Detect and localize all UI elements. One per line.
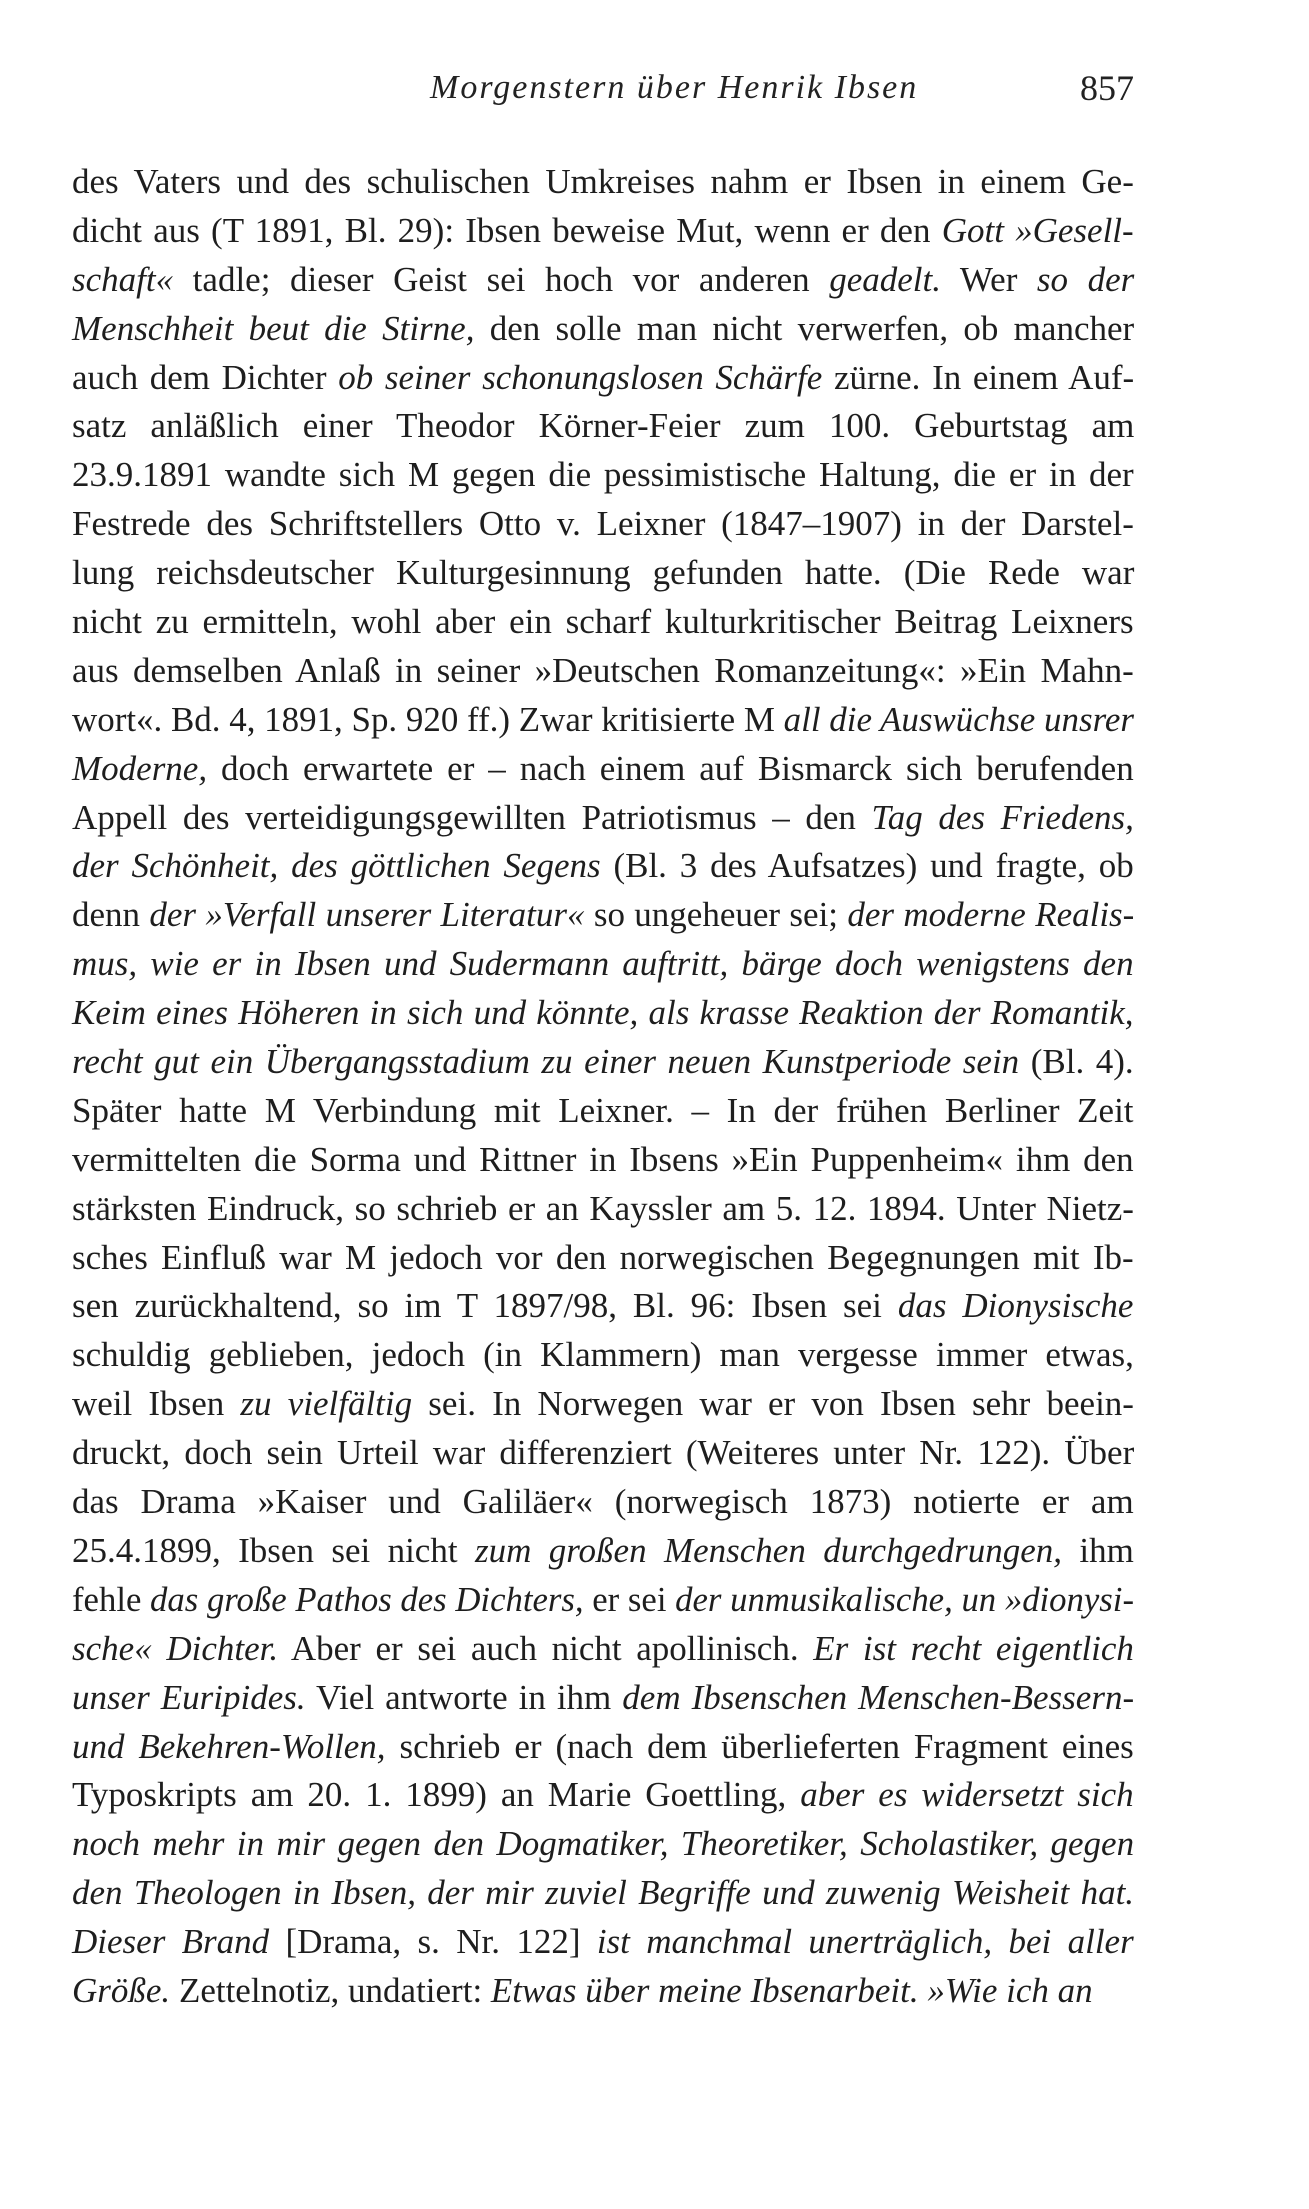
text-line [72, 305, 1134, 354]
roman-text: ihm [1062, 1530, 1134, 1570]
text-line [72, 842, 1134, 891]
roman-text: den solle man nicht verwerfen, ob mancher [474, 308, 1135, 348]
italic-text: recht gut ein Übergangsstadium zu einer neuen Kunstperiode sein [72, 1042, 1020, 1082]
roman-text: tadle; dieser Geist sei hoch vor anderen [173, 259, 830, 299]
text-line [72, 598, 1134, 647]
text-line [72, 354, 1134, 403]
roman-text: Typoskripts am 20. 1. 1899) an Marie Goettling, [72, 1775, 801, 1815]
roman-text: 25.4.1899, Ibsen sei nicht [72, 1530, 475, 1570]
text-line [72, 1820, 1134, 1869]
roman-text: schuldig geblieben, jedoch (in Klammern) man vergesse immer etwas, [72, 1335, 1134, 1375]
roman-text: Wer [940, 259, 1037, 299]
text-line [72, 1478, 1134, 1527]
text-line [72, 940, 1134, 989]
roman-text: stärksten Eindruck, so schrieb er an Kayssler am 5. 12. 1894. Unter Nietz- [72, 1188, 1134, 1228]
italic-text: Menschheit beut die Stirne, [72, 308, 475, 348]
text-line [72, 745, 1134, 794]
italic-text: dem Ibsenschen Menschen-Bessern- [622, 1677, 1135, 1717]
text-line [72, 1576, 1134, 1625]
roman-text: 23.9.1891 wandte sich M gegen die pessimistische Haltung, die er in der [72, 455, 1134, 495]
italic-text: der »Verfall unserer Literatur« [149, 895, 585, 935]
italic-text: ist manchmal unerträglich, bei aller [596, 1922, 1134, 1962]
text-line [72, 500, 1134, 549]
roman-text: lung reichsdeutscher Kulturgesinnung gefunden hatte. (Die Rede war [72, 553, 1135, 593]
roman-text: Festrede des Schriftstellers Otto v. Leixner (1847–1907) in der Darstel- [72, 504, 1134, 544]
italic-text: Er ist recht eigentlich [813, 1628, 1134, 1668]
text-line [72, 158, 1134, 207]
roman-text: vermittelten die Sorma und Rittner in Ibsens »Ein Puppenheim« ihm den [72, 1139, 1134, 1179]
roman-text: [Drama, s. Nr. 122] [269, 1922, 597, 1962]
text-line [72, 1771, 1134, 1820]
text-line [72, 696, 1134, 745]
italic-text: Keim eines Höheren in sich und könnte, als krasse Reaktion der Romantik, [72, 993, 1134, 1033]
text-line [72, 1723, 1134, 1772]
roman-text: wort«. Bd. 4, 1891, Sp. 920 ff.) Zwar kritisierte M [72, 699, 784, 739]
text-line [72, 1234, 1134, 1283]
roman-text: (Bl. 3 des Aufsatzes) und fragte, ob [600, 846, 1134, 886]
italic-text: zum großen Menschen durchgedrungen, [474, 1530, 1063, 1570]
italic-text: ob seiner schonungslosen Schärfe [338, 357, 823, 397]
roman-text: Später hatte M Verbindung mit Leixner. – In der frühen Berliner Zeit [72, 1090, 1134, 1130]
italic-text: mus, wie er in Ibsen und Sudermann auftritt, bärge doch wenigstens den [72, 944, 1134, 984]
body-text [72, 158, 1134, 2016]
italic-text: das Dionysische [897, 1286, 1134, 1326]
roman-text: druckt, doch sein Urteil war differenziert (Weiteres unter Nr. 122). Über [72, 1433, 1135, 1473]
roman-text: Viel antworte in ihm [305, 1677, 623, 1717]
italic-text: Moderne, [72, 748, 208, 788]
italic-text: noch mehr in mir gegen den Dogmatiker, Theoretiker, Scholastiker, gegen [72, 1824, 1135, 1864]
roman-text: so ungeheuer sei; [584, 895, 848, 935]
roman-text: zürne. In einem Auf- [822, 357, 1135, 397]
roman-text: sches Einfluß war M jedoch vor den norwegischen Begegnungen mit Ib- [72, 1237, 1134, 1277]
roman-text: Appell des verteidigungsgewillten Patriotismus – den [72, 797, 872, 837]
text-line [72, 1869, 1134, 1918]
roman-text: sen zurückhaltend, so im T 1897/98, Bl. 96: Ibsen sei [72, 1286, 898, 1326]
roman-text: des Vaters und des schulischen Umkreises nahm er Ibsen in einem Ge- [72, 162, 1134, 201]
text-line [72, 1625, 1134, 1674]
text-line [72, 1038, 1134, 1087]
roman-text: denn [72, 895, 150, 935]
roman-text: doch erwartete er – nach einem auf Bismarck sich berufenden [207, 748, 1134, 788]
italic-text: Etwas über meine Ibsenarbeit. »Wie ich an [490, 1970, 1093, 2010]
italic-text: sche« Dichter. [72, 1628, 279, 1668]
roman-text: schrieb er (nach dem überlieferten Fragment eines [385, 1726, 1134, 1766]
roman-text: nicht zu ermitteln, wohl aber ein scharf kulturkritischer Beitrag Leixners [72, 602, 1134, 642]
italic-text: der unmusikalische, un »dionysi- [675, 1579, 1135, 1619]
running-head-title: Morgenstern über Henrik Ibsen [430, 69, 919, 106]
roman-text: weil Ibsen [72, 1384, 241, 1424]
text-line [72, 989, 1134, 1038]
italic-text: Tag des Friedens, [871, 797, 1134, 837]
italic-text: Dieser Brand [72, 1922, 270, 1962]
roman-text: (Bl. 4). [1019, 1042, 1134, 1082]
italic-text: aber es widersetzt sich [800, 1775, 1134, 1815]
page-number: 857 [1080, 68, 1134, 108]
roman-text: auch dem Dichter [72, 357, 339, 397]
italic-text: Gott »Gesell- [941, 210, 1134, 250]
text-line [72, 1331, 1134, 1380]
text-line [72, 1429, 1134, 1478]
roman-text: sei. In Norwegen war er von Ibsen sehr beein- [412, 1384, 1134, 1424]
italic-text: so der [1036, 259, 1135, 299]
text-line [72, 549, 1134, 598]
text-line [72, 647, 1134, 696]
roman-text: aus demselben Anlaß in seiner »Deutschen Romanzeitung«: »Ein Mahn- [72, 650, 1134, 690]
italic-text: das große Pathos des Dichters, [150, 1579, 584, 1619]
text-line [72, 1967, 1134, 2016]
text-line [72, 1918, 1134, 1967]
text-line [72, 1136, 1134, 1185]
text-line [72, 256, 1134, 305]
italic-text: den Theologen in Ibsen, der mir zuviel Begriffe und zuwenig Weisheit hat. [72, 1873, 1135, 1913]
text-line [72, 1087, 1134, 1136]
text-line [72, 402, 1134, 451]
text-line [72, 207, 1134, 256]
italic-text: und Bekehren-Wollen, [72, 1726, 386, 1766]
roman-text: er sei [583, 1579, 676, 1619]
italic-text: zu vielfältig [240, 1384, 413, 1424]
text-line [72, 1674, 1134, 1723]
roman-text: Aber er sei auch nicht apollinisch. [278, 1628, 814, 1668]
roman-text: das Drama »Kaiser und Galiläer« (norwegisch 1873) notierte er am [72, 1482, 1134, 1522]
italic-text: unser Euripides. [72, 1677, 306, 1717]
italic-text: schaft« [72, 259, 174, 299]
italic-text: Größe. [72, 1970, 171, 2010]
italic-text: der moderne Realis- [847, 895, 1135, 935]
italic-text: geadelt. [829, 259, 941, 299]
text-line [72, 1527, 1134, 1576]
text-line [72, 1282, 1134, 1331]
text-line [72, 891, 1134, 940]
italic-text: all die Auswüchse unsrer [783, 699, 1134, 739]
roman-text: dicht aus (T 1891, Bl. 29): Ibsen beweise Mut, wenn er den [72, 210, 942, 250]
text-line [72, 451, 1134, 500]
roman-text: fehle [72, 1579, 151, 1619]
italic-text: der Schönheit, des göttlichen Segens [72, 846, 601, 886]
text-line [72, 794, 1134, 843]
roman-text: satz anläßlich einer Theodor Körner-Feier zum 100. Geburtstag am [72, 406, 1135, 446]
roman-text: Zettelnotiz, undatiert: [170, 1970, 491, 2010]
text-line [72, 1380, 1134, 1429]
text-line [72, 1185, 1134, 1234]
